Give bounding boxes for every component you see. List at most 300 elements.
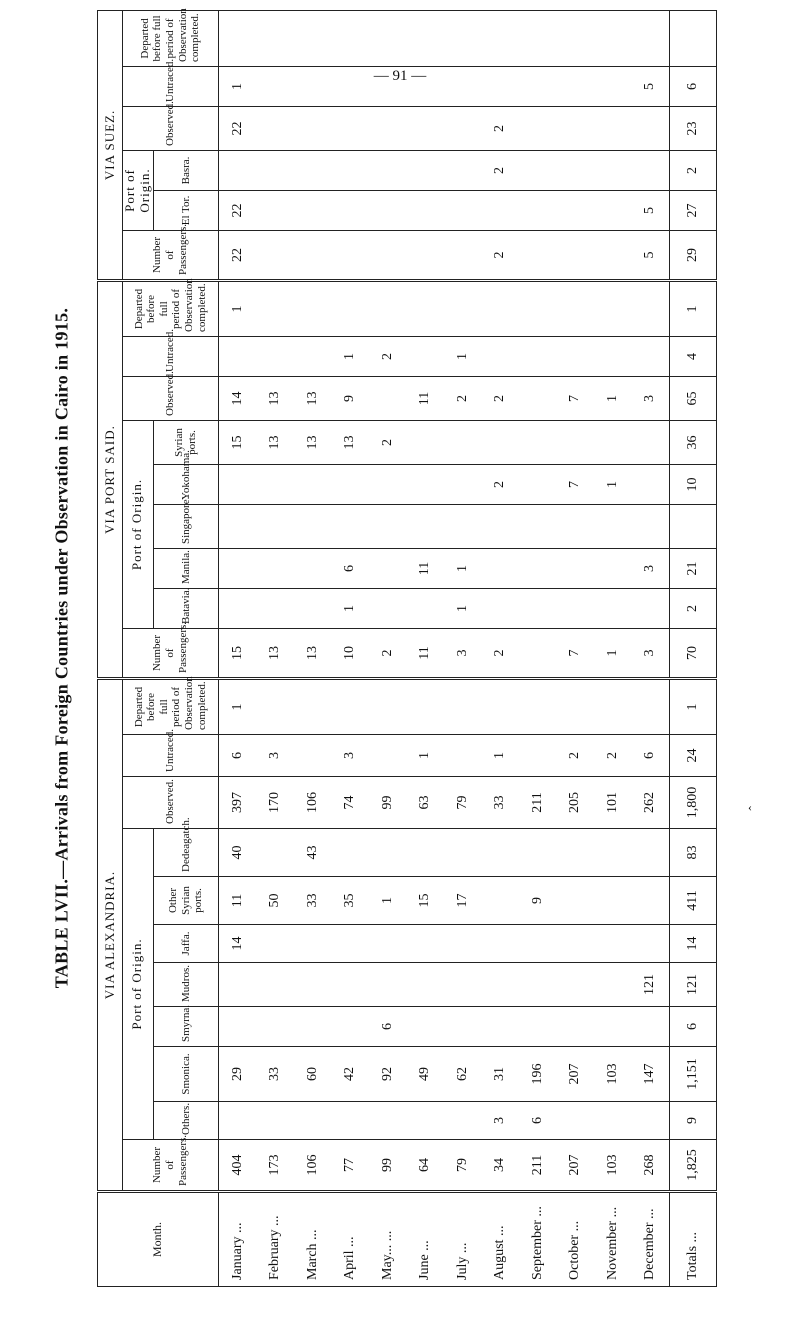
value-cell: 36 bbox=[670, 421, 717, 465]
value-cell: 27 bbox=[670, 190, 717, 230]
suez-basra-header: Basra. bbox=[153, 150, 218, 190]
value-cell bbox=[519, 549, 556, 589]
value-cell bbox=[631, 679, 669, 735]
month-cell: November ... bbox=[594, 1192, 631, 1287]
value-cell bbox=[631, 1007, 669, 1047]
value-cell bbox=[556, 230, 593, 280]
value-cell bbox=[556, 963, 593, 1007]
value-cell: 2 bbox=[481, 230, 518, 280]
value-cell: 106 bbox=[294, 1140, 331, 1192]
value-cell: 74 bbox=[332, 777, 369, 829]
value-cell: 1,800 bbox=[670, 777, 717, 829]
month-cell: December ... bbox=[631, 1192, 669, 1287]
value-cell bbox=[369, 679, 406, 735]
value-cell: 35 bbox=[332, 877, 369, 925]
value-cell bbox=[406, 230, 443, 280]
value-cell: 6 bbox=[670, 1007, 717, 1047]
value-cell: 173 bbox=[257, 1140, 294, 1192]
value-cell bbox=[369, 66, 406, 106]
value-cell: 1 bbox=[444, 589, 481, 629]
value-cell: 13 bbox=[257, 629, 294, 679]
value-cell bbox=[369, 589, 406, 629]
value-cell bbox=[481, 877, 518, 925]
alex-others-header: Others. bbox=[153, 1102, 218, 1140]
value-cell: 1 bbox=[481, 735, 518, 777]
value-cell bbox=[631, 505, 669, 549]
value-cell bbox=[294, 106, 331, 150]
value-cell bbox=[332, 925, 369, 963]
ps-untraced-header: Untraced. bbox=[123, 337, 219, 377]
value-cell bbox=[406, 421, 443, 465]
value-cell: 397 bbox=[218, 777, 256, 829]
value-cell bbox=[257, 280, 294, 336]
value-cell bbox=[594, 925, 631, 963]
value-cell bbox=[369, 505, 406, 549]
value-cell bbox=[406, 829, 443, 877]
value-cell bbox=[519, 505, 556, 549]
value-cell bbox=[556, 589, 593, 629]
value-cell: 9 bbox=[670, 1102, 717, 1140]
value-cell: 77 bbox=[332, 1140, 369, 1192]
value-cell bbox=[556, 1102, 593, 1140]
value-cell: 3 bbox=[257, 735, 294, 777]
month-cell: October ... bbox=[556, 1192, 593, 1287]
value-cell bbox=[444, 1007, 481, 1047]
value-cell bbox=[369, 963, 406, 1007]
value-cell: 2 bbox=[481, 150, 518, 190]
value-cell: 29 bbox=[218, 1047, 256, 1102]
value-cell: 11 bbox=[406, 549, 443, 589]
alex-passengers-header: Number of Passengers. bbox=[123, 1140, 219, 1192]
suez-observed-header: Observed. bbox=[123, 106, 219, 150]
value-cell: 33 bbox=[481, 777, 518, 829]
value-cell bbox=[257, 549, 294, 589]
value-cell bbox=[444, 505, 481, 549]
value-cell: 2 bbox=[369, 629, 406, 679]
value-cell bbox=[631, 589, 669, 629]
margin-mark: ‹ bbox=[748, 800, 752, 814]
value-cell bbox=[294, 549, 331, 589]
value-cell bbox=[294, 465, 331, 505]
value-cell bbox=[406, 505, 443, 549]
ps-passengers-header: Number of Passengers. bbox=[123, 629, 219, 679]
month-cell: June ... bbox=[406, 1192, 443, 1287]
month-cell: January ... bbox=[218, 1192, 256, 1287]
value-cell: 196 bbox=[519, 1047, 556, 1102]
value-cell bbox=[218, 589, 256, 629]
value-cell: 34 bbox=[481, 1140, 518, 1192]
value-cell bbox=[556, 10, 593, 66]
value-cell: 2 bbox=[369, 421, 406, 465]
value-cell bbox=[218, 10, 256, 66]
alex-other-syrian-ports-header: Other Syrian ports. bbox=[153, 877, 218, 925]
ps-port-of-origin-header: Port of Origin. bbox=[123, 421, 154, 629]
value-cell: 11 bbox=[218, 877, 256, 925]
value-cell: 11 bbox=[406, 629, 443, 679]
ps-departed-header: Departed before full period of Observation completed. bbox=[123, 280, 219, 336]
value-cell bbox=[519, 150, 556, 190]
value-cell bbox=[294, 963, 331, 1007]
value-cell bbox=[257, 190, 294, 230]
value-cell bbox=[594, 549, 631, 589]
value-cell bbox=[556, 925, 593, 963]
value-cell: 1 bbox=[406, 735, 443, 777]
value-cell bbox=[594, 66, 631, 106]
value-cell: 24 bbox=[670, 735, 717, 777]
value-cell bbox=[332, 190, 369, 230]
value-cell bbox=[332, 280, 369, 336]
value-cell: 1 bbox=[218, 66, 256, 106]
value-cell bbox=[631, 10, 669, 66]
month-cell: February ... bbox=[257, 1192, 294, 1287]
value-cell bbox=[406, 465, 443, 505]
value-cell: 404 bbox=[218, 1140, 256, 1192]
value-cell bbox=[444, 679, 481, 735]
value-cell: 23 bbox=[670, 106, 717, 150]
value-cell: 11 bbox=[406, 377, 443, 421]
value-cell bbox=[444, 150, 481, 190]
value-cell bbox=[519, 190, 556, 230]
value-cell bbox=[444, 66, 481, 106]
value-cell bbox=[444, 1102, 481, 1140]
value-cell bbox=[369, 1102, 406, 1140]
value-cell: 1,151 bbox=[670, 1047, 717, 1102]
value-cell: 3 bbox=[631, 629, 669, 679]
value-cell: 205 bbox=[556, 777, 593, 829]
value-cell bbox=[519, 963, 556, 1007]
value-cell: 10 bbox=[670, 465, 717, 505]
value-cell bbox=[294, 150, 331, 190]
table-row bbox=[218, 10, 256, 1286]
value-cell: 22 bbox=[218, 230, 256, 280]
value-cell: 70 bbox=[670, 629, 717, 679]
value-cell bbox=[294, 735, 331, 777]
value-cell bbox=[294, 1102, 331, 1140]
value-cell bbox=[257, 66, 294, 106]
value-cell bbox=[481, 829, 518, 877]
value-cell bbox=[406, 10, 443, 66]
value-cell: 49 bbox=[406, 1047, 443, 1102]
value-cell: 1,825 bbox=[670, 1140, 717, 1192]
value-cell bbox=[519, 735, 556, 777]
value-cell: 2 bbox=[444, 377, 481, 421]
value-cell bbox=[481, 505, 518, 549]
value-cell bbox=[481, 10, 518, 66]
value-cell bbox=[294, 1007, 331, 1047]
value-cell: 1 bbox=[594, 377, 631, 421]
value-cell: 21 bbox=[670, 549, 717, 589]
arrivals-table bbox=[97, 10, 717, 1287]
value-cell bbox=[369, 150, 406, 190]
ps-observed-header: Observed. bbox=[123, 377, 219, 421]
value-cell: 63 bbox=[406, 777, 443, 829]
value-cell: 15 bbox=[218, 421, 256, 465]
value-cell bbox=[594, 505, 631, 549]
value-cell: 211 bbox=[519, 1140, 556, 1192]
value-cell bbox=[556, 337, 593, 377]
value-cell bbox=[481, 963, 518, 1007]
value-cell bbox=[631, 280, 669, 336]
totals-label: Totals ... bbox=[670, 1192, 717, 1287]
value-cell bbox=[294, 10, 331, 66]
value-cell: 2 bbox=[670, 589, 717, 629]
page-number: — 91 — bbox=[373, 68, 427, 84]
value-cell bbox=[294, 679, 331, 735]
value-cell bbox=[556, 190, 593, 230]
ps-singapore-header: Singapore. bbox=[153, 505, 218, 549]
value-cell bbox=[556, 421, 593, 465]
value-cell: 207 bbox=[556, 1047, 593, 1102]
value-cell: 3 bbox=[444, 629, 481, 679]
value-cell: 1 bbox=[444, 337, 481, 377]
value-cell: 9 bbox=[332, 377, 369, 421]
value-cell: 1 bbox=[369, 877, 406, 925]
value-cell: 103 bbox=[594, 1140, 631, 1192]
table-row bbox=[556, 10, 593, 1286]
value-cell bbox=[556, 150, 593, 190]
value-cell: 14 bbox=[218, 925, 256, 963]
value-cell: 2 bbox=[594, 735, 631, 777]
value-cell bbox=[631, 337, 669, 377]
table-row bbox=[257, 10, 294, 1286]
value-cell bbox=[332, 66, 369, 106]
value-cell bbox=[444, 421, 481, 465]
suez-untraced-header: Untraced. bbox=[123, 66, 219, 106]
value-cell bbox=[332, 106, 369, 150]
value-cell: 6 bbox=[631, 735, 669, 777]
table-row bbox=[519, 10, 556, 1286]
value-cell: 15 bbox=[406, 877, 443, 925]
value-cell: 2 bbox=[670, 150, 717, 190]
value-cell: 9 bbox=[519, 877, 556, 925]
table-row bbox=[406, 10, 443, 1286]
value-cell bbox=[594, 230, 631, 280]
alex-untraced-header: Untraced. bbox=[123, 735, 219, 777]
value-cell bbox=[369, 10, 406, 66]
value-cell bbox=[481, 190, 518, 230]
value-cell bbox=[369, 549, 406, 589]
value-cell bbox=[481, 337, 518, 377]
value-cell: 2 bbox=[369, 337, 406, 377]
value-cell bbox=[369, 735, 406, 777]
value-cell: 29 bbox=[670, 230, 717, 280]
value-cell: 1 bbox=[332, 337, 369, 377]
alex-jaffa-header: Jaffa. bbox=[153, 925, 218, 963]
value-cell bbox=[519, 589, 556, 629]
alex-smyrna-header: Smyrna. bbox=[153, 1007, 218, 1047]
value-cell bbox=[519, 337, 556, 377]
value-cell bbox=[519, 280, 556, 336]
value-cell bbox=[369, 190, 406, 230]
value-cell bbox=[257, 679, 294, 735]
value-cell: 4 bbox=[670, 337, 717, 377]
value-cell: 411 bbox=[670, 877, 717, 925]
value-cell: 17 bbox=[444, 877, 481, 925]
value-cell: 65 bbox=[670, 377, 717, 421]
value-cell: 33 bbox=[257, 1047, 294, 1102]
month-cell: August ... bbox=[481, 1192, 518, 1287]
value-cell: 7 bbox=[556, 465, 593, 505]
value-cell: 7 bbox=[556, 629, 593, 679]
value-cell bbox=[631, 1102, 669, 1140]
value-cell bbox=[519, 679, 556, 735]
value-cell bbox=[369, 465, 406, 505]
value-cell bbox=[444, 106, 481, 150]
value-cell: 60 bbox=[294, 1047, 331, 1102]
value-cell bbox=[556, 1007, 593, 1047]
value-cell bbox=[294, 280, 331, 336]
alex-observed-header: Observed. bbox=[123, 777, 219, 829]
value-cell bbox=[594, 829, 631, 877]
value-cell: 22 bbox=[218, 190, 256, 230]
value-cell bbox=[519, 66, 556, 106]
table-row bbox=[481, 10, 518, 1286]
value-cell: 13 bbox=[294, 629, 331, 679]
value-cell: 62 bbox=[444, 1047, 481, 1102]
value-cell: 64 bbox=[406, 1140, 443, 1192]
value-cell bbox=[444, 190, 481, 230]
value-cell bbox=[406, 280, 443, 336]
via-alexandria-header: VIA ALEXANDRIA. bbox=[98, 679, 123, 1192]
value-cell bbox=[481, 1007, 518, 1047]
value-cell bbox=[257, 1007, 294, 1047]
month-cell: May... ... bbox=[369, 1192, 406, 1287]
value-cell: 6 bbox=[218, 735, 256, 777]
value-cell bbox=[481, 589, 518, 629]
value-cell: 50 bbox=[257, 877, 294, 925]
value-cell bbox=[257, 589, 294, 629]
value-cell: 147 bbox=[631, 1047, 669, 1102]
value-cell bbox=[594, 190, 631, 230]
value-cell: 92 bbox=[369, 1047, 406, 1102]
value-cell: 3 bbox=[631, 377, 669, 421]
value-cell: 211 bbox=[519, 777, 556, 829]
value-cell bbox=[332, 10, 369, 66]
value-cell bbox=[594, 1102, 631, 1140]
table-row bbox=[444, 10, 481, 1286]
value-cell bbox=[481, 925, 518, 963]
value-cell bbox=[406, 925, 443, 963]
value-cell: 13 bbox=[257, 421, 294, 465]
value-cell bbox=[481, 549, 518, 589]
value-cell: 40 bbox=[218, 829, 256, 877]
value-cell: 43 bbox=[294, 829, 331, 877]
value-cell bbox=[257, 1102, 294, 1140]
value-cell bbox=[332, 230, 369, 280]
value-cell bbox=[556, 679, 593, 735]
value-cell: 13 bbox=[332, 421, 369, 465]
value-cell: 101 bbox=[594, 777, 631, 829]
value-cell: 5 bbox=[631, 230, 669, 280]
ps-manila-header: Manila. bbox=[153, 549, 218, 589]
value-cell bbox=[406, 150, 443, 190]
value-cell: 33 bbox=[294, 877, 331, 925]
table-row bbox=[332, 10, 369, 1286]
value-cell: 2 bbox=[481, 465, 518, 505]
value-cell: 1 bbox=[670, 679, 717, 735]
value-cell bbox=[218, 549, 256, 589]
value-cell bbox=[257, 10, 294, 66]
table-row bbox=[294, 10, 331, 1286]
value-cell bbox=[481, 421, 518, 465]
value-cell: 5 bbox=[631, 66, 669, 106]
table-row bbox=[631, 10, 669, 1286]
value-cell bbox=[406, 190, 443, 230]
arrivals-table-rotated bbox=[97, 8, 717, 1287]
suez-el-tor-header: El Tor. bbox=[153, 190, 218, 230]
value-cell bbox=[406, 679, 443, 735]
value-cell bbox=[369, 829, 406, 877]
value-cell bbox=[444, 230, 481, 280]
value-cell bbox=[218, 1007, 256, 1047]
value-cell bbox=[294, 505, 331, 549]
value-cell bbox=[294, 337, 331, 377]
value-cell: 3 bbox=[631, 549, 669, 589]
table-row bbox=[369, 10, 406, 1286]
value-cell: 14 bbox=[670, 925, 717, 963]
month-cell: April ... bbox=[332, 1192, 369, 1287]
value-cell: 5 bbox=[631, 190, 669, 230]
value-cell bbox=[594, 679, 631, 735]
value-cell bbox=[332, 505, 369, 549]
value-cell: 7 bbox=[556, 377, 593, 421]
value-cell bbox=[332, 1102, 369, 1140]
value-cell: 22 bbox=[218, 106, 256, 150]
value-cell bbox=[406, 1007, 443, 1047]
value-cell bbox=[218, 963, 256, 1007]
alex-port-of-origin-header: Port of Origin. bbox=[123, 829, 154, 1140]
value-cell bbox=[670, 505, 717, 549]
value-cell bbox=[332, 150, 369, 190]
value-cell bbox=[556, 505, 593, 549]
value-cell: 10 bbox=[332, 629, 369, 679]
value-cell: 2 bbox=[481, 377, 518, 421]
value-cell bbox=[218, 150, 256, 190]
value-cell bbox=[631, 925, 669, 963]
value-cell: 99 bbox=[369, 1140, 406, 1192]
value-cell bbox=[332, 679, 369, 735]
value-cell bbox=[444, 925, 481, 963]
value-cell bbox=[218, 465, 256, 505]
value-cell: 207 bbox=[556, 1140, 593, 1192]
value-cell bbox=[594, 337, 631, 377]
table-row bbox=[594, 10, 631, 1286]
value-cell: 3 bbox=[332, 735, 369, 777]
totals-row bbox=[670, 10, 717, 1286]
value-cell bbox=[444, 10, 481, 66]
value-cell: 1 bbox=[218, 280, 256, 336]
value-cell bbox=[406, 1102, 443, 1140]
value-cell bbox=[631, 877, 669, 925]
table-body bbox=[218, 10, 716, 1286]
via-suez-header: VIA SUEZ. bbox=[98, 10, 123, 280]
ps-syrian-ports-header: Syrian ports. bbox=[153, 421, 218, 465]
table-title-text: TABLE LVII.—Arrivals from Foreign Countries under Observation in Cairo in 1915. bbox=[51, 307, 72, 989]
value-cell bbox=[257, 963, 294, 1007]
value-cell: 1 bbox=[670, 280, 717, 336]
month-cell: September ... bbox=[519, 1192, 556, 1287]
month-header: Month. bbox=[98, 1192, 219, 1287]
value-cell bbox=[519, 230, 556, 280]
value-cell: 1 bbox=[594, 629, 631, 679]
value-cell bbox=[444, 280, 481, 336]
alex-dedeagatch-header: Dedeagatch. bbox=[153, 829, 218, 877]
value-cell: 6 bbox=[670, 66, 717, 106]
value-cell: 99 bbox=[369, 777, 406, 829]
value-cell bbox=[594, 963, 631, 1007]
value-cell bbox=[257, 925, 294, 963]
value-cell bbox=[519, 10, 556, 66]
